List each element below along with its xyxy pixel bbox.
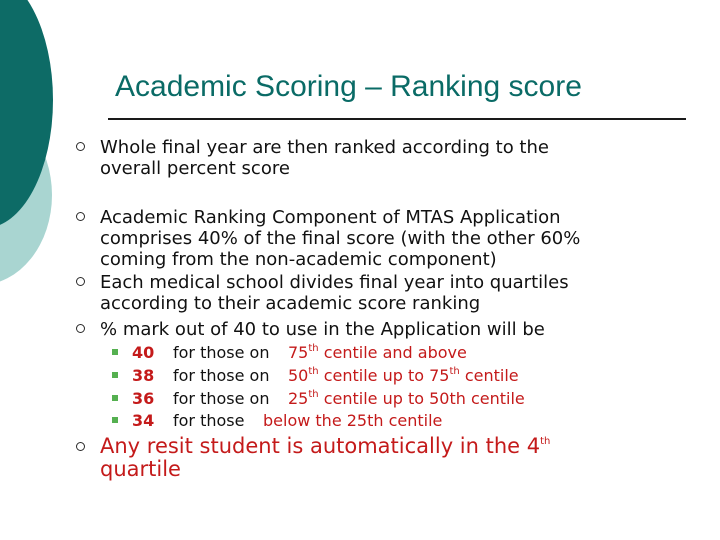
circle-bullet-icon — [76, 212, 85, 221]
bullet-line: overall percent score — [100, 158, 290, 179]
sub-item-text: for those on — [173, 366, 270, 385]
bullet-line: Any resit student is automatically in the 4th — [100, 434, 551, 458]
bullet-line: quartile — [100, 457, 181, 481]
sub-item-text: for those on — [173, 343, 270, 362]
score-value: 40 — [132, 343, 155, 362]
bullet-line: comprises 40% of the final score (with the other 60% — [100, 228, 581, 249]
bullet-line: according to their academic score ranking — [100, 293, 481, 314]
circle-bullet-icon — [76, 142, 85, 151]
circle-bullet-icon — [76, 324, 85, 333]
title-underline — [108, 118, 686, 120]
score-value: 34 — [132, 411, 155, 430]
bullet-line: Academic Ranking Component of MTAS Application — [100, 207, 561, 228]
circle-bullet-icon — [76, 442, 85, 451]
bullet-line: Whole final year are then ranked according to the — [100, 137, 549, 158]
bullet-line: Each medical school divides final year into quartiles — [100, 272, 569, 293]
bullet-line: coming from the non-academic component) — [100, 249, 497, 270]
sub-item-text: for those on — [173, 389, 270, 408]
centile-range: 50th centile up to 75th centile — [288, 365, 519, 385]
decorative-circles — [0, 0, 110, 300]
centile-range: below the 25th centile — [263, 411, 443, 430]
square-bullet-icon — [112, 417, 118, 423]
bullet-line: % mark out of 40 to use in the Application will be — [100, 319, 545, 340]
square-bullet-icon — [112, 395, 118, 401]
score-value: 36 — [132, 389, 155, 408]
circle-bullet-icon — [76, 277, 85, 286]
score-value: 38 — [132, 366, 155, 385]
centile-range: 75th centile and above — [288, 342, 467, 362]
square-bullet-icon — [112, 349, 118, 355]
slide-title: Academic Scoring – Ranking score — [115, 70, 582, 103]
sub-item-text: for those — [173, 411, 245, 430]
centile-range: 25th centile up to 50th centile — [288, 388, 525, 408]
square-bullet-icon — [112, 372, 118, 378]
